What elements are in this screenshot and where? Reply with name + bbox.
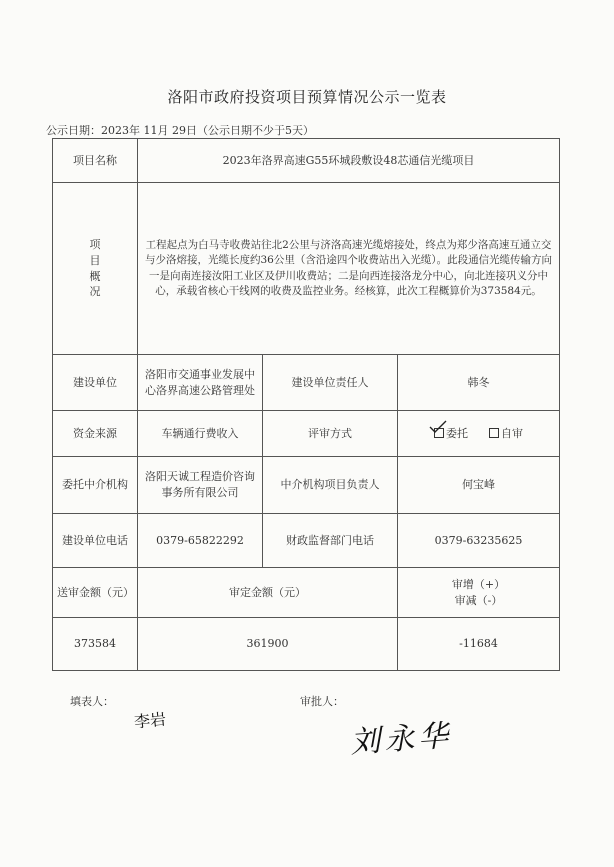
phone-value: 0379-65822292	[138, 514, 263, 568]
fund-label: 资金来源	[53, 411, 138, 457]
row-amount-headers	[53, 568, 560, 618]
builder-value: 洛阳市交通事业发展中心洛界高速公路管理处	[138, 355, 263, 411]
row-builder	[53, 355, 560, 411]
difference-label: 审增（+） 审减（-）	[398, 568, 560, 618]
document-title: 洛阳市政府投资项目预算情况公示一览表	[167, 88, 447, 106]
overview-label: 项 目 概 况	[53, 183, 138, 355]
checkmark-icon	[429, 420, 447, 434]
filler-label: 填表人：	[70, 695, 114, 708]
finance-phone-label: 财政监督部门电话	[263, 514, 398, 568]
submitted-amount-label: 送审金额（元）	[53, 568, 138, 618]
agency-head-label: 中介机构项目负责人	[263, 457, 398, 514]
option-self-review-label: 自审	[501, 426, 523, 440]
row-agency	[53, 457, 560, 514]
review-method-options	[398, 411, 560, 457]
row-fund	[53, 411, 560, 457]
submitted-amount-value: 373584	[53, 618, 138, 671]
row-amount-values	[53, 618, 560, 671]
fund-value: 车辆通行费收入	[138, 411, 263, 457]
builder-head-label: 建设单位责任人	[263, 355, 398, 411]
option-entrust-label: 委托	[446, 426, 469, 440]
filler-signature: 李岩	[133, 709, 168, 732]
builder-label: 建设单位	[53, 355, 138, 411]
difference-value: -11684	[398, 618, 560, 671]
overview-text: 工程起点为白马寺收费站往北2公里与济洛高速光缆熔接处，终点为郑少洛高速互通立交与少洛熔接，光缆长度约36公里（含沿途四个收费站出入光缆）。此段通信光缆传输方向一是向南连接汝阳工业区及伊川收费站；二是向西连接洛龙分中心，向北连接巩义分中心，承载省核心干线网的收费及监控业务。经核算，此次工程概算价为373584元。	[138, 183, 560, 355]
checkbox-entrust	[434, 428, 444, 438]
review-method-label: 评审方式	[263, 411, 398, 457]
agency-label: 委托中介机构	[53, 457, 138, 514]
agency-value: 洛阳天诚工程造价咨询事务所有限公司	[138, 457, 263, 514]
checkbox-self-review	[489, 428, 499, 438]
budget-table	[52, 138, 560, 671]
approver-signature: 刘永华	[349, 718, 454, 761]
builder-head-value: 韩冬	[398, 355, 560, 411]
row-project-name	[53, 139, 560, 183]
row-overview	[53, 183, 560, 355]
approved-amount-value: 361900	[138, 618, 398, 671]
approved-amount-label: 审定金额（元）	[138, 568, 398, 618]
phone-label: 建设单位电话	[53, 514, 138, 568]
row-phone	[53, 514, 560, 568]
project-name-label: 项目名称	[53, 139, 138, 183]
approver-label: 审批人：	[300, 695, 344, 708]
project-name-value: 2023年洛界高速G55环城段敷设48芯通信光缆项目	[138, 139, 560, 183]
agency-head-value: 何宝峰	[398, 457, 560, 514]
finance-phone-value: 0379-63235625	[398, 514, 560, 568]
publication-date: 公示日期：2023年 11月 29日（公示日期不少于5天）	[46, 124, 314, 137]
